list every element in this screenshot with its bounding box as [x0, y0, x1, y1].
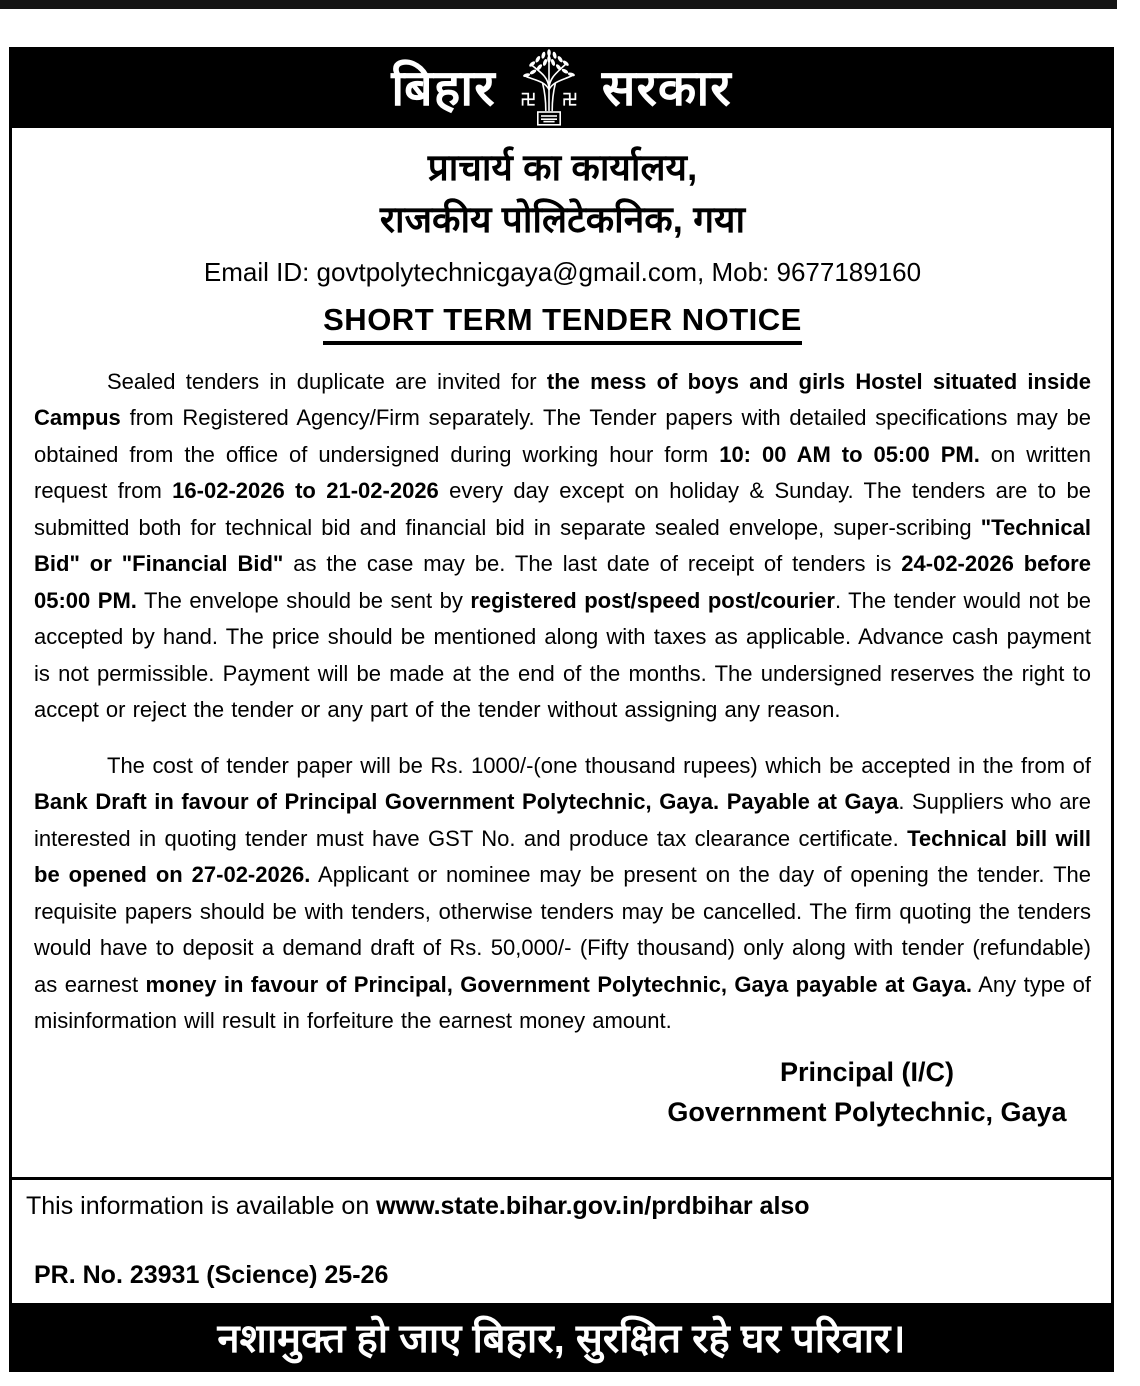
notice-paragraph-1: Sealed tenders in duplicate are invited for the mess of boys and girls Hostel situated inside Campus from Registered Agency/Firm separately. The Tender papers with detailed specifications may be obtained from the office of undersigned during working hour form 10: 00 AM to 05:00 PM. on written request from 16-02-2026 to 21-02-2026 every day except on holiday & Sunday. The tenders are to be submitted both for technical bid and financial bid in separate sealed envelope, super-scribing "Technical Bid" or "Financial Bid" as the case may be. The last date of receipt of tenders is 24-02-2026 before 05:00 PM. The envelope should be sent by registered post/speed post/courier. The tender would not be accepted by hand. The price should be mentioned along with taxes as applicable. Advance cash payment is not permissible. Payment will be made at the end of the months. The undersigned reserves the right to accept or reject the tender or any part of the tender without assigning any reason.	[34, 368, 1092, 723]
top-border-strip	[0, 0, 1117, 9]
publication-info-section	[12, 1177, 1111, 1303]
slogan-text: नशामुक्त हो जाए बिहार, सुरक्षित रहे घर परिवार।	[217, 1317, 906, 1361]
masthead-bar	[9, 47, 1114, 128]
signature-block	[657, 1052, 1077, 1132]
notice-main-section	[12, 128, 1111, 1177]
office-name-line1: प्राचार्य का कार्यालय,	[427, 147, 698, 188]
availability-line: This information is available on www.state.bihar.gov.in/prdbihar also	[26, 1192, 810, 1220]
bihar-emblem-icon	[512, 48, 586, 128]
signature-institution: Government Polytechnic, Gaya	[667, 1096, 1067, 1127]
notice-sheet	[9, 47, 1114, 1372]
masthead-word-bihar: बिहार	[391, 59, 496, 116]
signature-designation: Principal (I/C)	[779, 1056, 955, 1087]
notice-title	[34, 302, 1091, 345]
notice-title-text: SHORT TERM TENDER NOTICE	[323, 302, 802, 345]
office-name-line2: राजकीय पोलिटेकनिक, गया	[379, 199, 746, 241]
notice-paragraph-2: The cost of tender paper will be Rs. 1000/-(one thousand rupees) which be accepted in the from of Bank Draft in favour of Principal Government Polytechnic, Gaya. Payable at Gaya. Suppliers who are interested in quoting tender must have GST No. and produce tax clearance certificate. Technical bill will be opened on 27-02-2026. Applicant or nominee may be present on the day of opening the tender. The requisite papers should be with tenders, otherwise tenders may be cancelled. The firm quoting the tenders would have to deposit a demand draft of Rs. 50,000/- (Fifty thousand) only along with tender (refundable) as earnest money in favour of Principal, Government Polytechnic, Gaya payable at Gaya. Any type of misinformation will result in forfeiture the earnest money amount.	[34, 752, 1091, 1034]
pr-number-line: PR. No. 23931 (Science) 25-26	[34, 1261, 389, 1289]
masthead-word-sarkar: सरकार	[601, 59, 732, 116]
notice-body-frame	[9, 128, 1114, 1306]
slogan-bar	[9, 1306, 1114, 1372]
office-contact-line: Email ID: govtpolytechnicgaya@gmail.com, Mob: 9677189160	[203, 256, 922, 287]
